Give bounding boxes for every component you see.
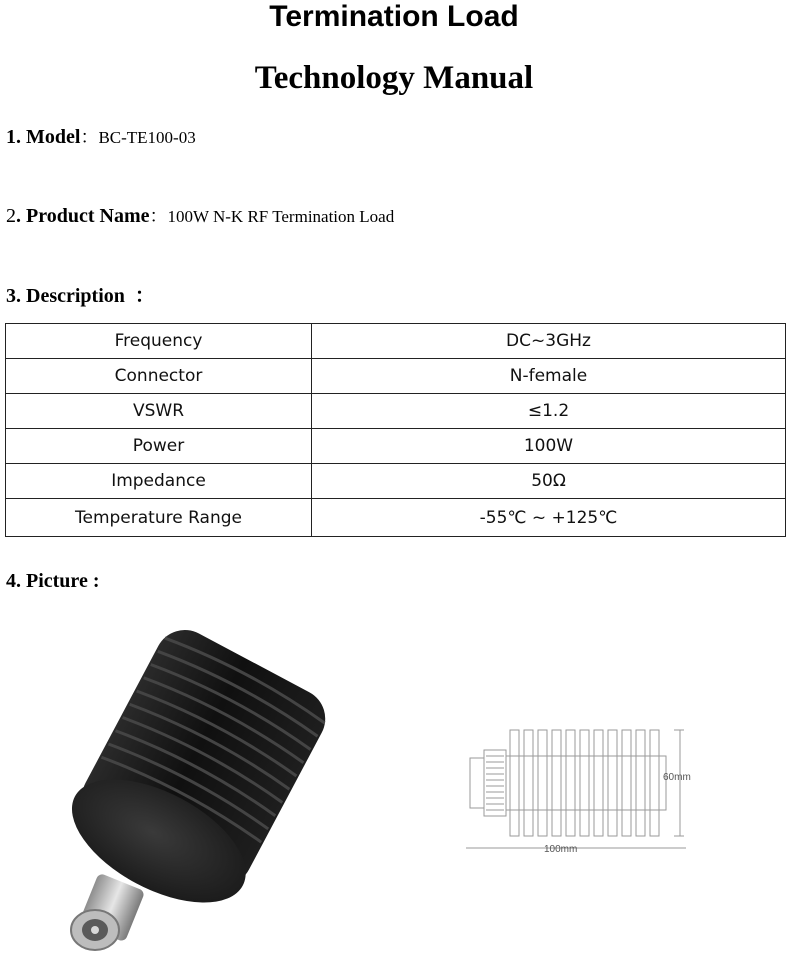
document-title: Termination Load (269, 0, 519, 33)
spec-value: ≤1.2 (312, 394, 786, 429)
description-heading (6, 284, 155, 308)
spec-value: 100W (312, 429, 786, 464)
dimension-drawing (460, 718, 700, 858)
table-row (6, 429, 786, 464)
document-subtitle: Technology Manual (254, 60, 534, 96)
spec-param: Temperature Range (6, 499, 312, 537)
table-row (6, 394, 786, 429)
product-name-separator: ： (149, 206, 168, 226)
product-name-value: 100W N-K RF Termination Load (167, 207, 395, 226)
termination-load-photo (35, 630, 355, 955)
picture-heading (6, 569, 100, 593)
description-separator: ： (124, 285, 155, 307)
spec-param: VSWR (6, 394, 312, 429)
table-row (6, 324, 786, 359)
n-female-connector (71, 873, 145, 950)
height-dimension-label: 60mm (663, 772, 691, 783)
spec-table (5, 323, 786, 537)
product-name-number: 2 (6, 205, 16, 227)
picture-label: 4. Picture : (6, 570, 100, 592)
description-label: 3. Description (6, 285, 125, 307)
model-label: 1. Model (6, 126, 81, 148)
table-row (6, 359, 786, 394)
spec-param: Connector (6, 359, 312, 394)
spec-value: 50Ω (312, 464, 786, 499)
model-separator: ： (80, 127, 99, 147)
model-line (6, 125, 196, 150)
length-dimension-label: 100mm (544, 844, 578, 855)
product-name-line (6, 204, 394, 229)
model-value: BC-TE100-03 (98, 128, 196, 147)
spec-value: DC~3GHz (312, 324, 786, 359)
spec-param: Impedance (6, 464, 312, 499)
spec-param: Power (6, 429, 312, 464)
spec-param: Frequency (6, 324, 312, 359)
spec-value: -55℃ ~ +125℃ (312, 499, 786, 537)
table-row (6, 499, 786, 537)
table-row (6, 464, 786, 499)
spec-value: N-female (312, 359, 786, 394)
product-name-label: . Product Name (16, 205, 150, 227)
